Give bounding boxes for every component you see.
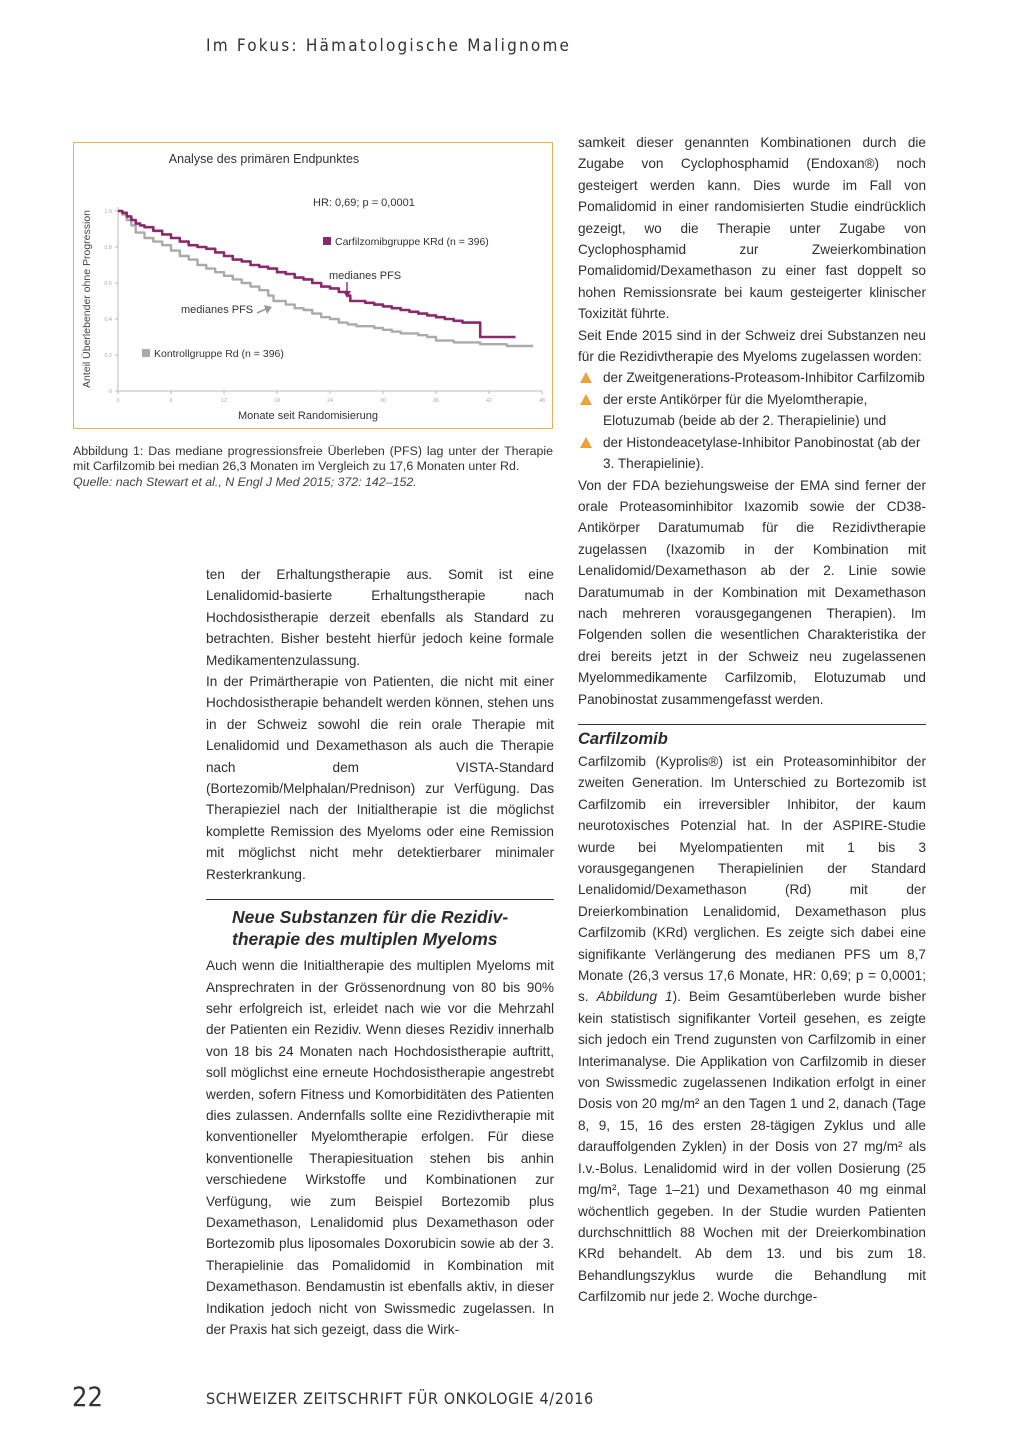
page-number: 22 (72, 1382, 103, 1413)
section-heading-line-2: therapie des multiplen Myeloms (232, 929, 498, 950)
right-paragraph-4 (578, 751, 926, 1308)
legend-swatch-krd (323, 237, 331, 245)
y-tick-label: 0.6 (104, 281, 112, 287)
median-rd-label: medianes PFS (181, 304, 254, 316)
x-tick-label: 24 (326, 398, 334, 404)
x-tick-label: 18 (273, 398, 281, 404)
journal-footer: SCHWEIZER ZEITSCHRIFT FÜR ONKOLOGIE 4/2016 (206, 1389, 594, 1408)
figure-reference: Abbildung 1 (596, 989, 673, 1005)
krd-survival-curve (118, 211, 516, 337)
figure-source: Quelle: nach Stewart et al., N Engl J Med 2015; 372: 142–152. (73, 475, 417, 490)
legend-label-rd: Kontrollgruppe Rd (n = 396) (154, 348, 284, 360)
list-item-text: der Histondeacetylase-Inhibitor Panobinostat (ab der 3. Therapielinie). (603, 434, 921, 472)
section-heading-carfilzomib: Carfilzomib (578, 729, 668, 748)
x-tick-label: 48 (538, 398, 546, 404)
figure-caption: Abbildung 1: Das mediane progressionsfreie Überleben (PFS) lag unter der Therapie mit Carfilzomib bei median 26,3 Monaten im Vergleich zu 17,6 Monaten unter Rd. (73, 444, 553, 474)
rd-survival-curve (118, 211, 533, 346)
list-item (578, 389, 926, 432)
right-paragraph-2: Seit Ende 2015 sind in der Schweiz drei Substanzen neu für die Rezidivtherapie des Myeloms zugelassen worden: (578, 327, 926, 365)
figure-caption-block (73, 444, 553, 491)
chart-title: Analyse des primären Endpunktes (168, 152, 360, 166)
chart-xlabel: Monate seit Randomisierung (237, 410, 379, 422)
median-krd-label: medianes PFS (329, 270, 402, 282)
running-header: Im Fokus: Hämatologische Malignome (206, 36, 572, 56)
y-tick-label: 1.0 (104, 209, 112, 215)
series-lines (118, 211, 533, 346)
legend-swatch-rd (142, 349, 150, 357)
section-heading-line-1: Neue Substanzen für die Rezidiv- (232, 907, 509, 928)
right-paragraph-1: samkeit dieser genannten Kombinationen durch die Zugabe von Cyclophosphamid (Endoxan®) noch gesteigert werden kann. Dies wurde im Fall von Pomalidomid in einer randomisierten Studie eindrücklich gezeigt, wo die Therapie unter Zugabe von Cyclophosphamid zur Zweierkombination Pomalidomid/Dexamethason zu einer fast doppelt so hohen Remissionsrate bei kaum gesteigerter klinischer Toxizität führte. (578, 135, 926, 322)
median-rd-arrow (257, 309, 266, 313)
mid-paragraph-2: In der Primärtherapie von Patienten, die nicht mit einer Hochdosistherapie behandelt werden können, stehen uns in der Schweiz sowohl die rein orale Therapie mit Lenalidomid und Dexamethason als auch die Therapie nach dem VISTA-Standard (Bortezomib/Melphalan/Prednison) zur Verfügung. Das Therapieziel nach der Initialtherapie ist die möglichst komplette Remission des Myeloms oder eine Remission mit möglichst nicht mehr detektierbarer minimaler Resterkrankung. (206, 674, 554, 882)
list-item (578, 367, 926, 388)
list-item (578, 432, 926, 475)
paragraph-text-before: Carfilzomib (Kyprolis®) ist ein Proteasominhibitor der zweiten Generation. Im Unterschied zu Bortezomib ist Carfilzomib ein irreversibler Inhibitor, der kaum neurotoxisches Potenzial hat. In der ASPIRE-Studie wurde bei Myelompatienten mit 1 bis 3 vorausgegangenen Therapielinien der Standard Lenalidomid/Dexamethason (Rd) mit der Dreierkombination Lenalidomid, Dexamethason plus Carfilzomib (KRd) verglichen. Es zeigte sich dabei eine signifikante Verlängerung des medianen PFS um 8,7 Monate (26,3 versus 17,6 Monate, HR: 0,69; p = 0,0001; s. (578, 753, 926, 1005)
mid-section-paragraph: Auch wenn die Initialtherapie des multiplen Myeloms mit Ansprechraten in der Grössenordnung von 80 bis 90% sehr erfolgreich ist, erleidet nach wie vor die Mehrzahl der Patienten ein Rezidiv. Wenn dieses Rezidiv innerhalb von 18 bis 24 Monaten nach Hochdosistherapie auftritt, soll möglichst eine erneute Hochdosistherapie angestrebt werden, sofern Fitness und Komorbiditäten des Patienten dies zulassen. Andernfalls sollte eine Rezidivtherapie mit konventioneller Myelomtherapie erfolgen. Für diese konventionelle Therapiesituation stehen bis anhin verschiedene Wirkstoffe und Kombinationen zur Verfügung, wie zum Beispiel Bortezomib plus Dexamethason, Lenalidomid plus Dexamethason oder Bortezomib plus liposomales Doxorubicin sowie ab der 3. Therapielinie das Pomalidomid in Kombination mit Dexamethason. Bendamustin ist ebenfalls aktiv, in dieser Indikation jedoch nicht von Swissmedic zugelassen. In der Praxis hat sich gezeigt, dass die Wirk- (206, 958, 554, 1337)
section-heading-new-substances (206, 900, 554, 955)
chart-ylabel: Anteil Überlebender ohne Progression (81, 209, 93, 389)
triangle-bullet-icon (580, 372, 592, 383)
y-tick-label: 0.8 (104, 245, 112, 251)
y-tick-label: 0 (108, 389, 112, 395)
substances-list (578, 367, 926, 474)
hr-annotation: HR: 0,69; p = 0,0001 (313, 197, 415, 209)
triangle-bullet-icon (580, 394, 592, 405)
x-tick-label: 6 (169, 398, 173, 404)
list-item-text: der Zweitgenerations-Proteasom-Inhibitor Carfilzomib (603, 370, 925, 386)
right-paragraph-3: Von der FDA beziehungsweise der EMA sind ferner der orale Proteasominhibitor Ixazomib sowie der CD38-Antikörper Daratumumab für die Rezidivtherapie zugelassen (Ixazomib in der Kombination mit Lenalidomid/Dexamethason ab der 2. Linie sowie Daratumumab in der Kombination mit Dexamethason nach mehreren vorausgegangenen Therapien). Im Folgenden sollen die wesentlichen Charakteristika der drei bereits jetzt in der Schweiz neu zugelassenen Myelommedikamente Carfilzomib, Elotuzumab und Panobinostat zusammengefasst werden. (578, 477, 926, 707)
x-tick-label: 42 (485, 398, 493, 404)
y-tick-label: 0.4 (104, 317, 112, 323)
mid-paragraph-1: ten der Erhaltungstherapie aus. Somit ist eine Lenalidomid-basierte Erhaltungstherapie nach Hochdosistherapie derzeit ebenfalls als Standard zu betrachten. Bisher besteht hierfür jedoch keine formale Medikamentenzulassung. (206, 567, 554, 668)
x-axis (116, 391, 545, 404)
triangle-bullet-icon (580, 437, 592, 448)
list-item-text: der erste Antikörper für die Myelomtherapie, Elotuzumab (beide ab der 2. Therapielinie) und (603, 391, 887, 429)
x-tick-label: 0 (116, 398, 120, 404)
pfs-chart (74, 143, 551, 427)
figure-frame (73, 142, 553, 429)
y-tick-label: 0.2 (104, 353, 112, 359)
right-column (578, 132, 926, 1308)
x-tick-label: 12 (220, 398, 228, 404)
y-axis (104, 207, 118, 395)
middle-column (206, 564, 554, 1340)
paragraph-text-after: ). Beim Gesamtüberleben wurde bisher kein statistisch signifikanter Vorteil gesehen, es zeigte sich jedoch ein Trend zugunsten von Carfilzomib in einer Interimanalyse. Die Applikation von Carfilzomib in dieser von Swissmedic zugelassenen Indikation erfolgt in einer Dosis von 20 mg/m² an den Tagen 1 und 2, danach (Tage 8, 9, 15, 16 des ersten 28-tägigen Zyklus und alle darauffolgenden Zyklen) in der Dosis von 27 mg/m² als I.v.-Bolus. Lenalidomid wird in der vollen Dosierung (25 mg/m², Tage 1–21) und Dexamethason 40 mg einmal wöchentlich gegeben. In der Studie wurden Patienten durchschnittlich 88 Wochen mit der Dreierkombination KRd behandelt. Ab dem 13. und bis zum 18. Behandlungszyklus wurde die Behandlung mit Carfilzomib nur jede 2. Woche durchge- (578, 989, 926, 1305)
x-tick-label: 30 (379, 398, 387, 404)
legend-label-krd: Carfilzomibgruppe KRd (n = 396) (335, 236, 489, 248)
x-tick-label: 36 (432, 398, 440, 404)
